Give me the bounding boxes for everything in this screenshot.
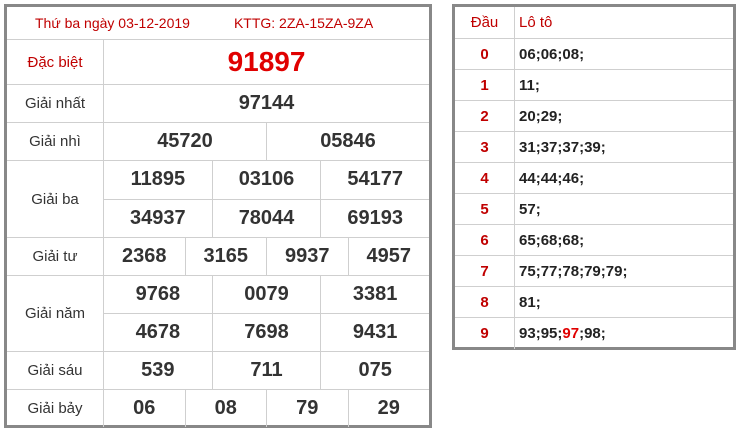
loto-row	[455, 163, 733, 194]
prize-row-first	[7, 85, 429, 123]
loto-number: 65	[519, 231, 536, 249]
loto-number: 08	[562, 45, 580, 63]
loto-number: 11	[519, 76, 535, 94]
loto-row	[455, 287, 733, 318]
results-header	[7, 7, 429, 40]
prize-number: 0079	[212, 276, 321, 313]
loto-number: 68	[540, 231, 558, 249]
loto-separator: ;	[557, 325, 563, 342]
loto-number: 57	[519, 200, 536, 218]
prize-number: 711	[212, 352, 321, 389]
prize-number: 075	[320, 352, 429, 389]
loto-row	[455, 132, 733, 163]
loto-row	[455, 194, 733, 225]
prize-number: 4678	[135, 321, 181, 343]
loto-number: 79	[605, 262, 623, 280]
loto-head-digit: 1	[455, 70, 515, 100]
loto-number: 31	[519, 138, 536, 156]
loto-separator: ;	[557, 169, 563, 187]
loto-head-digit: 6	[455, 225, 515, 255]
loto-head-digit: 8	[455, 287, 515, 317]
loto-tails	[515, 194, 733, 224]
loto-number: 78	[562, 262, 580, 280]
loto-separator: ;	[579, 325, 585, 342]
prize-number: 9937	[266, 238, 348, 275]
prize-row-fourth	[7, 238, 429, 276]
loto-separator: ;	[579, 262, 585, 280]
loto-head-digit: 9	[455, 318, 515, 349]
prize-number: 34937	[130, 206, 186, 229]
loto-separator: ;	[579, 45, 585, 63]
prize-row-second	[7, 123, 429, 161]
loto-separator: ;	[600, 262, 606, 280]
loto-separator: ;	[600, 138, 606, 156]
loto-row	[455, 70, 733, 101]
loto-tails	[515, 101, 733, 131]
loto-separator: ;	[557, 45, 563, 63]
loto-separator: ;	[557, 138, 563, 156]
draw-date: Thứ ba ngày 03-12-2019	[35, 15, 190, 31]
loto-tails	[515, 256, 733, 286]
prize-label: Giải nhì	[7, 123, 104, 160]
prize-row-seventh	[7, 390, 429, 427]
prize-number: 78044	[212, 200, 321, 238]
loto-separator: ;	[535, 325, 541, 342]
prize-number: 4957	[348, 238, 430, 275]
prize-number: 08	[185, 390, 267, 427]
prize-number: 9431	[320, 314, 429, 351]
loto-separator: ;	[535, 107, 541, 125]
prize-number: 45720	[157, 130, 213, 152]
prize-row-fifth	[7, 276, 429, 352]
loto-separator: ;	[600, 325, 606, 342]
loto-separator: ;	[579, 231, 585, 249]
loto-number: 97	[562, 325, 580, 342]
loto-number: 37	[562, 138, 580, 156]
loto-number: 06	[519, 45, 536, 63]
loto-tails	[515, 163, 733, 193]
prize-number: 539	[141, 359, 175, 381]
loto-head-digit: 0	[455, 39, 515, 69]
special-prize-number: 91897	[227, 46, 306, 77]
loto-number: 77	[540, 262, 558, 280]
loto-row	[455, 318, 733, 349]
loto-row	[455, 225, 733, 256]
loto-number: 68	[562, 231, 580, 249]
prize-row-special	[7, 40, 429, 85]
loto-separator: ;	[557, 262, 563, 280]
loto-row	[455, 101, 733, 132]
prize-number: 7698	[212, 314, 321, 351]
prize-number: 05846	[266, 123, 429, 160]
prize-number: 3165	[185, 238, 267, 275]
loto-tails	[515, 287, 733, 317]
prize-number: 54177	[320, 161, 429, 199]
loto-head-digit: 4	[455, 163, 515, 193]
loto-number: 79	[584, 262, 601, 280]
prize-label: Giải tư	[7, 238, 104, 275]
loto-number: 39	[584, 138, 601, 156]
loto-tails	[515, 132, 733, 162]
loto-separator: ;	[622, 262, 628, 280]
loto-separator: ;	[579, 169, 585, 187]
loto-separator: ;	[535, 169, 541, 187]
prize-label: Giải nhất	[7, 85, 104, 122]
loto-number: 44	[519, 169, 536, 187]
loto-number: 75	[519, 262, 536, 280]
loto-tails	[515, 39, 733, 69]
loto-number: 29	[540, 107, 558, 125]
loto-row	[455, 39, 733, 70]
prize-number: 79	[266, 390, 348, 427]
prize-number: 06	[133, 397, 156, 419]
prize-number: 29	[348, 390, 430, 427]
loto-separator: ;	[535, 293, 541, 311]
prize-label: Đặc biệt	[7, 40, 104, 84]
loto-number: 44	[540, 169, 558, 187]
loto-head-digit: 7	[455, 256, 515, 286]
prize-row-third	[7, 161, 429, 238]
loto-number: 95	[540, 325, 558, 342]
loto-separator: ;	[535, 138, 541, 156]
prize-row-sixth	[7, 352, 429, 390]
loto-number: 06	[540, 45, 558, 63]
loto-separator: ;	[535, 200, 541, 218]
loto-tails	[515, 70, 733, 100]
prize-number: 2368	[122, 245, 167, 267]
prize-number: 97144	[238, 92, 295, 114]
loto-tails	[515, 318, 733, 349]
loto-head-digit: 2	[455, 101, 515, 131]
loto-tails	[515, 225, 733, 255]
prize-number: 9768	[135, 283, 181, 305]
loto-separator: ;	[534, 76, 540, 94]
loto-separator: ;	[557, 107, 563, 125]
loto-separator: ;	[535, 45, 541, 63]
prize-label: Giải bảy	[7, 390, 104, 427]
prize-number: 03106	[212, 161, 321, 199]
loto-number: 20	[519, 107, 536, 125]
lottery-results-table	[4, 4, 432, 428]
loto-number: 93	[519, 325, 536, 342]
loto-row	[455, 256, 733, 287]
loto-head-digit: 3	[455, 132, 515, 162]
loto-header	[455, 7, 733, 39]
prize-number: 3381	[320, 276, 429, 313]
prize-label: Giải năm	[7, 276, 104, 351]
loto-table	[452, 4, 736, 350]
loto-separator: ;	[535, 231, 541, 249]
loto-separator: ;	[535, 262, 541, 280]
prize-number: 11895	[130, 168, 186, 191]
draw-code: KTTG: 2ZA-15ZA-9ZA	[233, 15, 374, 31]
head-column-title: Đầu	[455, 7, 515, 38]
loto-number: 37	[540, 138, 558, 156]
loto-number: 81	[519, 293, 536, 311]
prize-number: 69193	[320, 200, 429, 238]
loto-separator: ;	[579, 138, 585, 156]
prize-label: Giải sáu	[7, 352, 104, 389]
tail-column-title: Lô tô	[519, 14, 553, 31]
loto-number: 98	[584, 325, 601, 342]
prize-label: Giải ba	[7, 161, 104, 237]
loto-head-digit: 5	[455, 194, 515, 224]
loto-number: 46	[562, 169, 580, 187]
loto-separator: ;	[557, 231, 563, 249]
